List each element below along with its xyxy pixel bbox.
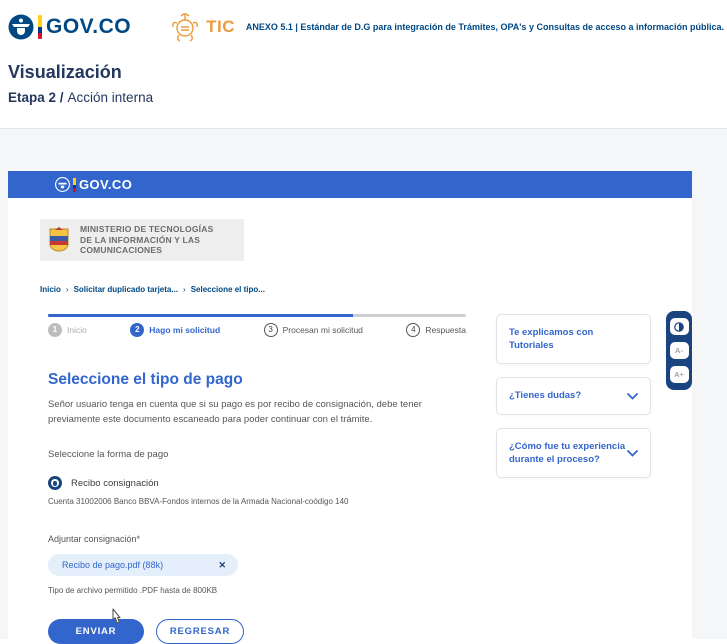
breadcrumb-separator: ›	[65, 284, 69, 294]
payment-radio-row	[48, 476, 466, 490]
stage-name: Acción interna	[67, 90, 154, 105]
font-decrease-button[interactable]	[670, 342, 689, 359]
title-block	[0, 48, 727, 105]
page-body	[8, 198, 692, 644]
steps-progress-track	[48, 314, 466, 317]
radio-recibo-consignacion[interactable]	[48, 476, 62, 490]
govco-navbar	[8, 171, 692, 198]
form-actions	[48, 619, 466, 644]
tutorials-card[interactable]	[496, 314, 651, 365]
remove-file-icon[interactable]: ✕	[218, 559, 226, 570]
stage-subtitle	[8, 90, 719, 105]
ministry-logo	[40, 219, 244, 261]
breadcrumb-separator: ›	[183, 284, 186, 294]
attach-label: Adjuntar consignación*	[48, 534, 141, 545]
anexo-text: ANEXO 5.1 | Estándar de D.G para integración de Trámites, OPA's y Consultas de acceso a información pública.	[245, 22, 724, 32]
step-label: Procesan mi solicitud	[282, 324, 363, 335]
regresar-button[interactable]: REGRESAR	[156, 619, 244, 644]
breadcrumb-item-solicitud[interactable]: Solicitar duplicado tarjeta...	[73, 284, 179, 294]
contrast-button[interactable]	[670, 318, 689, 335]
step-label: Respuesta	[425, 324, 466, 335]
radio-dot	[53, 481, 58, 486]
radio-ring	[51, 479, 59, 487]
enviar-button[interactable]: ENVIAR	[48, 619, 144, 644]
payment-method-label: Seleccione la forma de pago	[48, 449, 169, 461]
contrast-icon	[674, 322, 684, 332]
step-label: Inicio	[67, 324, 87, 335]
colombia-flag-stripe-icon	[73, 178, 76, 192]
govco-emblem-icon	[8, 14, 34, 40]
chevron-down-icon	[627, 450, 638, 457]
govco-logo-text: GOV.CO	[46, 15, 132, 38]
step-respuesta	[406, 323, 466, 337]
account-info: Cuenta 31002006 Banco BBVA-Fondos internos de la Armada Nacional-coódigo 140	[48, 497, 349, 507]
colombia-flag-stripe-icon	[38, 15, 42, 39]
tic-logo-text: TIC	[206, 17, 235, 36]
breadcrumb-item-inicio[interactable]: Inicio	[40, 284, 61, 294]
progress-fill	[48, 314, 353, 317]
step-inicio	[48, 323, 87, 337]
tutorials-label: Te explicamos con Tutoriales	[509, 326, 594, 352]
step-circle: 3	[264, 323, 278, 337]
attached-file-chip	[48, 554, 238, 576]
experience-label: ¿Cómo fue tu experiencia durante el proceso?	[509, 440, 626, 466]
ministry-emblem-icon	[46, 226, 72, 254]
doubts-accordion[interactable]	[496, 377, 651, 414]
step-label: Hago mi solicitud	[149, 324, 221, 335]
step-hago-mi-solicitud	[130, 323, 220, 337]
attached-file-name: Recibo de pago.pdf (88k)	[62, 560, 164, 571]
page-title: Visualización	[8, 62, 122, 82]
steps-row	[48, 323, 466, 337]
govco-navbar-logo[interactable]	[55, 177, 132, 192]
form-column	[40, 314, 466, 644]
step-circle: 2	[130, 323, 144, 337]
govco-navbar-logo-text: GOV.CO	[79, 177, 133, 192]
ministry-name: MINISTERIO DE TECNOLOGÍAS DE LA INFORMACIÓN Y LAS COMUNICACIONES	[80, 224, 214, 256]
step-circle: 1	[48, 323, 62, 337]
file-type-note: Tipo de archivo permitido .PDF hasta de 800KB	[48, 586, 218, 596]
step-procesan-mi-solicitud	[264, 323, 363, 337]
form-description: Señor usuario tenga en cuenta que si su pago es por recibo de consignación, debe tener previamente este documento escaneado para poder continuar con el trámite.	[48, 398, 422, 425]
accessibility-toolbar	[666, 311, 692, 390]
doubts-label: ¿Tienes dudas?	[509, 390, 582, 402]
embedded-page	[8, 171, 692, 639]
breadcrumb-item-current: Seleccione el tipo...	[190, 284, 265, 294]
preview-header	[0, 0, 727, 48]
govco-navbar-emblem-icon	[55, 177, 70, 192]
font-increase-label: A+	[674, 370, 684, 379]
help-sidebar	[496, 314, 651, 644]
mintic-emblem-icon	[169, 9, 201, 45]
form-title: Seleccione el tipo de pago	[48, 370, 243, 388]
radio-label: Recibo consignación	[71, 477, 159, 489]
breadcrumb	[40, 285, 692, 294]
stage-number: Etapa 2 /	[8, 90, 64, 105]
govco-logo	[8, 14, 131, 40]
preview-viewport	[0, 128, 727, 639]
experience-accordion[interactable]	[496, 428, 651, 479]
font-increase-button[interactable]	[670, 366, 689, 383]
content-columns	[40, 314, 692, 644]
mintic-logo	[169, 9, 235, 45]
step-circle: 4	[406, 323, 420, 337]
chevron-down-icon	[627, 393, 638, 400]
font-decrease-label: A-	[675, 346, 683, 355]
